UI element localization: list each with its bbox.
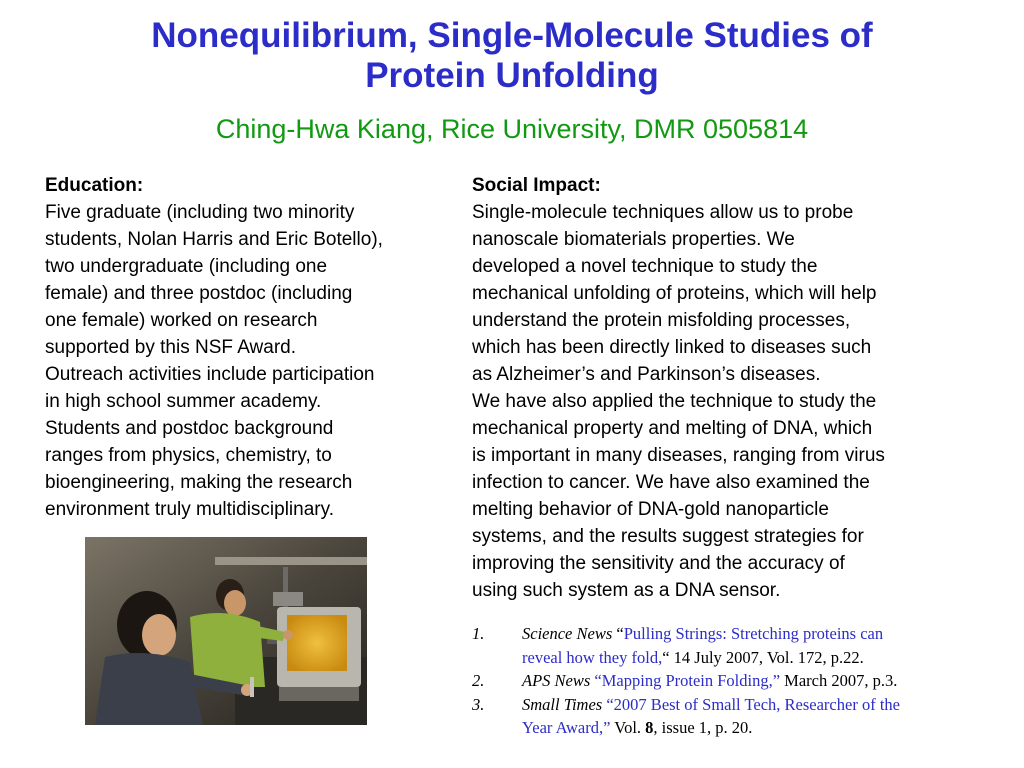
social-impact-line: infection to cancer. We have also examined the	[472, 472, 870, 493]
social-impact-line: Single-molecule techniques allow us to probe	[472, 202, 854, 223]
education-line: one female) worked on research	[45, 310, 318, 331]
education-line: Outreach activities include participation	[45, 364, 375, 385]
education-line: two undergraduate (including one	[45, 256, 328, 277]
reference-details: March 2007, p.3.	[780, 671, 898, 690]
education-line: in high school summer academy.	[45, 391, 322, 412]
reference-publication: APS News	[522, 671, 591, 690]
reference-number: 2.	[472, 671, 485, 690]
reference-publication: Science News	[522, 624, 613, 643]
reference-vol-prefix: Vol.	[610, 718, 646, 737]
reference-title[interactable]: Year Award,”	[522, 718, 611, 737]
title-line-1: Nonequilibrium, Single-Molecule Studies of	[151, 16, 873, 55]
reference-volume: 8	[645, 718, 654, 737]
slide-title	[0, 16, 1024, 96]
education-line: environment truly multidisciplinary.	[45, 499, 334, 520]
title-line-2: Protein Unfolding	[365, 56, 659, 95]
social-impact-line: nanoscale biomaterials properties. We	[472, 229, 795, 250]
education-heading: Education:	[45, 175, 144, 196]
reference-item	[472, 669, 1012, 693]
education-line: ranges from physics, chemistry, to	[45, 445, 332, 466]
social-impact-line: developed a novel technique to study the	[472, 256, 818, 277]
education-line: supported by this NSF Award.	[45, 337, 296, 358]
reference-number: 1.	[472, 624, 485, 643]
education-line: female) and three postdoc (including	[45, 283, 353, 304]
reference-open-quote: “	[612, 624, 624, 643]
social-impact-line: melting behavior of DNA-gold nanoparticle	[472, 499, 829, 520]
education-line: students, Nolan Harris and Eric Botello),	[45, 229, 383, 250]
social-impact-line: which has been directly linked to diseases such	[472, 337, 872, 358]
social-impact-line: is important in many diseases, ranging from virus	[472, 445, 885, 466]
education-line: Students and postdoc background	[45, 418, 334, 439]
lab-photo-image	[85, 537, 367, 725]
references-list	[472, 622, 1012, 740]
reference-title[interactable]: “Mapping Protein Folding,”	[590, 671, 781, 690]
social-impact-line: using such system as a DNA sensor.	[472, 580, 781, 601]
reference-title[interactable]: Pulling Strings: Stretching proteins can	[623, 624, 884, 643]
reference-publication: Small Times	[522, 694, 603, 714]
social-impact-line: mechanical unfolding of proteins, which will help	[472, 283, 877, 304]
social-impact-section	[472, 172, 972, 604]
education-line: bioengineering, making the research	[45, 472, 353, 493]
social-impact-line: improving the sensitivity and the accuracy of	[472, 553, 845, 574]
education-section	[45, 172, 455, 523]
reference-details: 14 July 2007, Vol. 172, p.22.	[669, 647, 864, 667]
reference-close-quote: “	[662, 647, 670, 667]
social-impact-line: mechanical property and melting of DNA, which	[472, 418, 873, 439]
reference-item	[472, 693, 1012, 740]
slide-subtitle: Ching-Hwa Kiang, Rice University, DMR 0505814	[215, 114, 809, 144]
lab-photo	[85, 537, 367, 725]
social-impact-heading: Social Impact:	[472, 175, 601, 196]
social-impact-line: understand the protein misfolding processes,	[472, 310, 851, 331]
social-impact-line: as Alzheimer’s and Parkinson’s diseases.	[472, 364, 821, 385]
education-line: Five graduate (including two minority	[45, 202, 355, 223]
social-impact-line: We have also applied the technique to study the	[472, 391, 877, 412]
social-impact-line: systems, and the results suggest strategies for	[472, 526, 864, 547]
reference-item	[472, 622, 1012, 669]
reference-title[interactable]: reveal how they fold,	[522, 647, 663, 667]
reference-number: 3.	[472, 694, 485, 714]
reference-title[interactable]: “2007 Best of Small Tech, Researcher of the	[602, 694, 900, 714]
reference-details: , issue 1, p. 20.	[653, 718, 753, 737]
